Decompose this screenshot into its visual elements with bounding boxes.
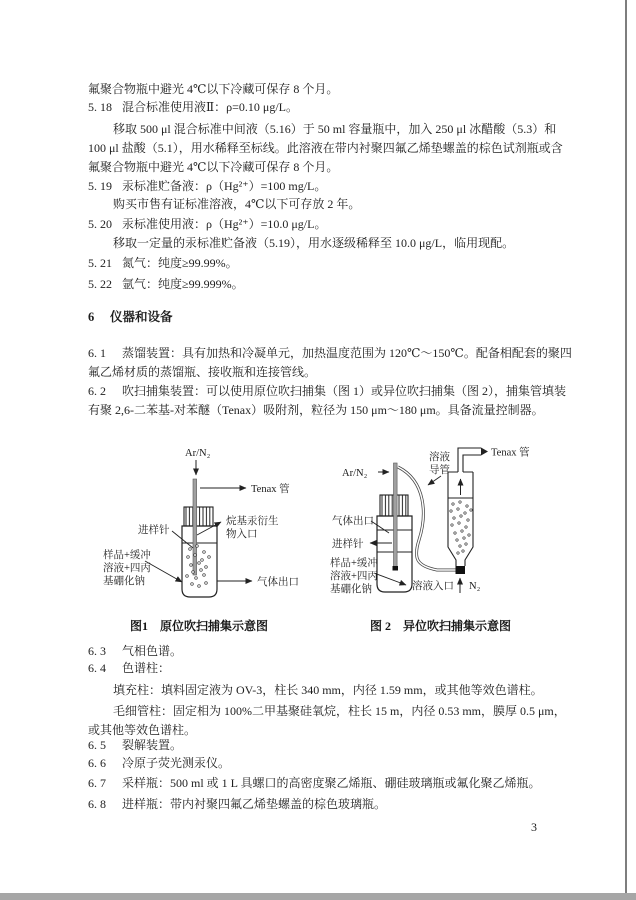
- text-line: [88, 738, 182, 753]
- line-text: 进样瓶：带内衬聚四氟乙烯垫螺盖的棕色玻璃瓶。: [122, 797, 387, 811]
- text-line: [88, 644, 182, 659]
- line-text: 或其他等效色谱柱。: [88, 723, 197, 737]
- fig2-conduit-leader: [428, 476, 441, 485]
- fig2-sample-label-1: 样品+缓冲: [330, 558, 378, 569]
- line-text: 汞标准贮备液：ρ（Hg²⁺）=100 mg/L。: [122, 179, 327, 193]
- fig1-vial-cap: [184, 507, 213, 526]
- section-title: 仪器和设备: [110, 310, 173, 324]
- text-line: [88, 776, 541, 791]
- line-text: 移取一定量的汞标准贮备液（5.19），用水逐级稀释至 10.0 μg/L，临用现配。: [113, 236, 515, 250]
- text-line: [113, 236, 514, 251]
- line-text: 裂解装置。: [122, 738, 183, 752]
- fig2-inlet-label: 溶液入口: [412, 581, 454, 592]
- fig1-outlet-label: 气体出口: [257, 577, 299, 588]
- clause-number: 6. 7: [88, 776, 106, 790]
- figure1-caption: 图1 原位吹扫捕集示意图: [130, 619, 269, 633]
- text-line: [88, 797, 386, 812]
- clause-number: 6. 3: [88, 644, 106, 658]
- line-text: 氟聚合物瓶中避光 4℃以下冷藏可保存 8 个月。: [88, 160, 339, 174]
- text-line: [88, 160, 338, 175]
- fig2-sample-label-2: 溶液+四丙: [330, 571, 378, 582]
- text-line: [113, 704, 566, 719]
- clause-number: 6. 1: [88, 346, 106, 360]
- fig1-inlet-label-2: 物入口: [226, 529, 258, 540]
- line-text: 吹扫捕集装置：可以使用原位吹扫捕集（图 1）或异位吹扫捕集（图 2），捕集管填装: [122, 384, 567, 398]
- figure2-diagram: [330, 443, 580, 615]
- text-line: [88, 179, 326, 194]
- fig2-conduit-label-2: 导管: [429, 465, 450, 476]
- clause-number: 5. 21: [88, 256, 112, 270]
- text-line: [88, 403, 544, 418]
- line-text: 毛细管柱：固定相为 100%二甲基聚硅氧烷，柱长 15 m，内径 0.53 mm，膜厚 0.5 μm，: [113, 704, 566, 718]
- clause-number: 6. 4: [88, 661, 106, 675]
- text-line: [88, 141, 563, 156]
- fig2-needle-label: 进样针: [332, 539, 364, 550]
- fig1-needle-label: 进样针: [138, 525, 170, 536]
- fig2-conduit-label-1: 溶液: [429, 452, 450, 463]
- line-text: 氟乙烯材质的蒸馏瓶、接收瓶和连接管线。: [88, 365, 317, 379]
- fig2-column-neck: [458, 448, 481, 472]
- line-text: 色谱柱：: [122, 661, 171, 675]
- clause-number: 6. 2: [88, 384, 106, 398]
- figure1-diagram: [100, 443, 330, 615]
- line-text: 气相色谱。: [122, 644, 183, 658]
- line-text: 氩气：纯度≥99.999%。: [122, 277, 244, 291]
- text-line: [88, 82, 338, 97]
- line-text: 蒸馏装置：具有加热和冷凝单元，加热温度范围为 120℃～150℃。配备相配套的聚四: [122, 346, 572, 360]
- text-line: [88, 723, 196, 738]
- fig1-tenax-label: Tenax 管: [251, 484, 290, 495]
- fig2-tenax-arrowhead: [481, 448, 488, 456]
- section-number: 6: [88, 310, 95, 324]
- line-text: 填充柱：填料固定液为 OV-3，柱长 340 mm，内径 1.59 mm，或其他等效色谱柱。: [113, 683, 543, 697]
- scan-edge-line: [625, 0, 627, 895]
- clause-number: 6. 8: [88, 797, 106, 811]
- line-text: 采样瓶：500 ml 或 1 L 具螺口的高密度聚乙烯瓶、硼硅玻璃瓶或氟化聚乙烯瓶。: [122, 776, 541, 790]
- section-heading: [88, 310, 173, 325]
- text-line: [88, 346, 572, 361]
- line-text: 氟聚合物瓶中避光 4℃以下冷藏可保存 8 个月。: [88, 82, 339, 96]
- line-text: 汞标准使用液：ρ（Hg²⁺）=10.0 μg/L。: [122, 217, 327, 231]
- text-line: [113, 197, 360, 212]
- line-text: 购买市售有证标准溶液，4℃以下可存放 2 年。: [113, 197, 361, 211]
- text-line: [113, 122, 556, 137]
- clause-number: 5. 20: [88, 217, 112, 231]
- text-line: [88, 277, 244, 292]
- text-line: [88, 217, 326, 232]
- fig2-n2-label: N₂: [469, 581, 481, 592]
- page-number: 3: [531, 820, 537, 834]
- scan-bottom-strip: [0, 893, 636, 900]
- line-text: 有聚 2,6-二苯基-对苯醚（Tenax）吸附剂，粒径为 150 μm～180 μm。具备流量控制器。: [88, 403, 544, 417]
- line-text: 混合标准使用液Ⅱ：ρ=0.10 μg/L。: [122, 100, 299, 114]
- fig2-outlet-leader: [371, 521, 389, 533]
- fig2-valve: [456, 566, 466, 574]
- fig2-tenax-label: Tenax 管: [491, 447, 530, 459]
- fig1-sample-label-1: 样品+缓冲: [103, 550, 151, 561]
- fig2-gas-label: Ar/N₂: [342, 468, 368, 479]
- line-text: 移取 500 μl 混合标准中间液（5.16）于 50 ml 容量瓶中，加入 250 μl 冰醋酸（5.3）和: [113, 122, 557, 136]
- text-line: [88, 384, 566, 399]
- text-line: [113, 683, 543, 698]
- clause-number: 6. 5: [88, 738, 106, 752]
- text-line: [88, 365, 316, 380]
- fig2-bubbles: [450, 501, 472, 554]
- fig1-sample-label-2: 溶液+四丙: [103, 563, 151, 574]
- text-line: [88, 756, 230, 771]
- fig1-gas-label: Ar/N₂: [185, 448, 211, 459]
- figure2-caption: 图 2 异位吹扫捕集示意图: [370, 619, 512, 633]
- text-line: [88, 661, 170, 676]
- text-line: [88, 256, 238, 271]
- clause-number: 6. 6: [88, 756, 106, 770]
- line-text: 100 μl 盐酸（5.1），用水稀释至标线。此溶液在带内衬聚四氟乙烯垫螺盖的棕色试剂瓶或含: [88, 141, 563, 155]
- fig1-bubbles: [186, 545, 211, 588]
- fig1-sample-label-3: 基硼化钠: [103, 576, 145, 587]
- clause-number: 5. 19: [88, 179, 112, 193]
- line-text: 冷原子荧光测汞仪。: [122, 756, 231, 770]
- fig1-needle: [193, 479, 197, 575]
- fig1-inlet-label-1: 烷基汞衍生: [226, 516, 279, 527]
- clause-number: 5. 18: [88, 100, 112, 114]
- fig2-outlet-label: 气体出口: [332, 516, 374, 527]
- text-line: [88, 100, 298, 115]
- fig2-sample-label-3: 基硼化钠: [330, 584, 372, 595]
- clause-number: 5. 22: [88, 277, 112, 291]
- fig2-sample-arrow: [374, 573, 406, 585]
- fig2-needle-tip: [393, 566, 399, 571]
- line-text: 氮气：纯度≥99.99%。: [122, 256, 238, 270]
- fig2-needle: [394, 463, 398, 568]
